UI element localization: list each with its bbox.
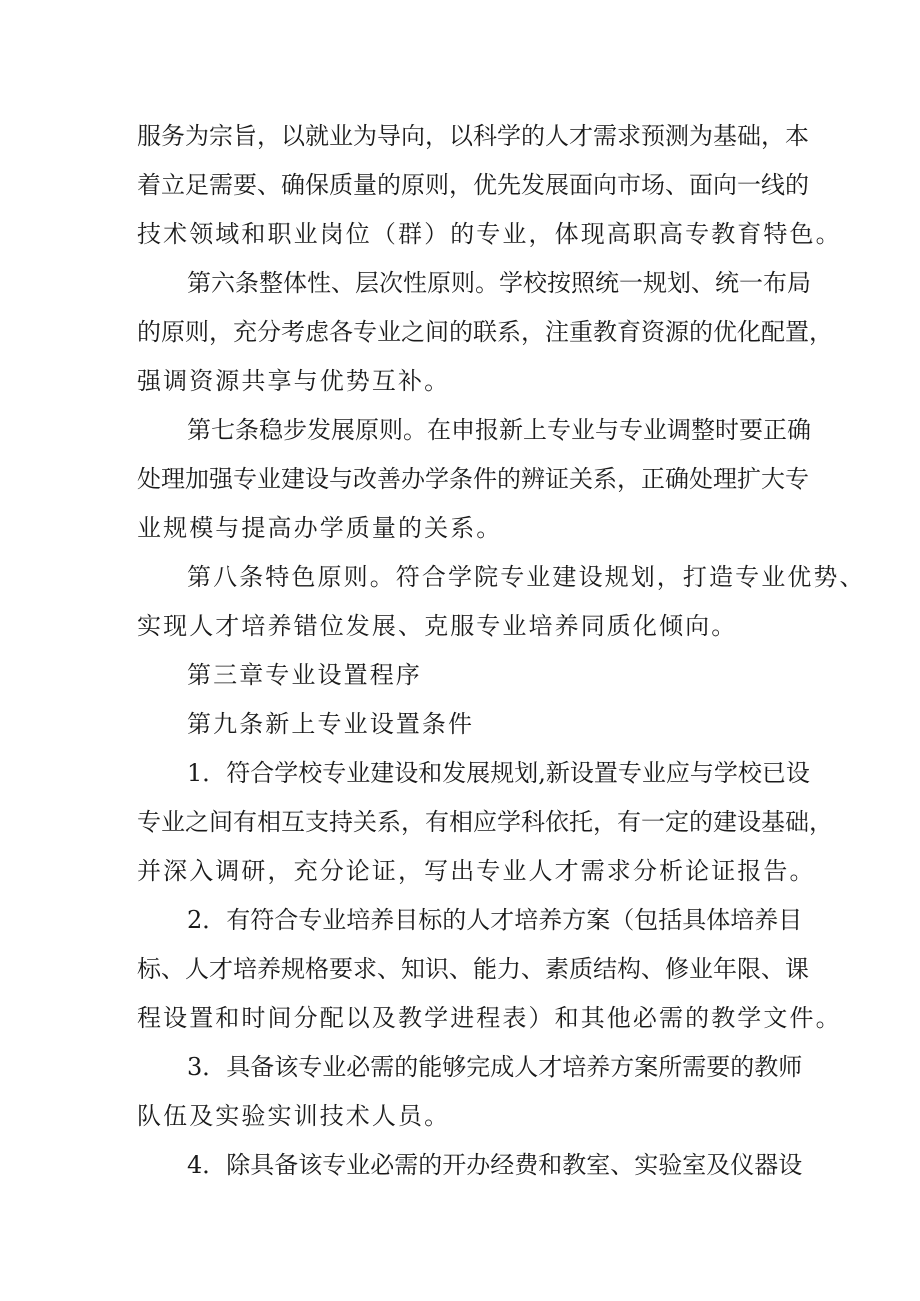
list-item-4-line: 4．除具备该专业必需的开办经费和教室、实验室及仪器设 — [187, 1151, 803, 1179]
chapter-heading: 第三章专业设置程序 — [187, 661, 422, 689]
text-line: 处理加强专业建设与改善办学条件的辨证关系，正确处理扩大专 — [137, 465, 809, 493]
list-item-2-line: 2．有符合专业培养目标的人才培养方案（包括具体培养目 — [187, 906, 803, 934]
text-line: 着立足需要、确保质量的原则，优先发展面向市场、面向一线的 — [137, 171, 809, 199]
text-line: 服务为宗旨，以就业为导向，以科学的人才需求预测为基础，本 — [137, 122, 809, 150]
text-line: 标、人才培养规格要求、知识、能力、素质结构、修业年限、课 — [137, 955, 809, 983]
list-item-3-line: 3．具备该专业必需的能够完成人才培养方案所需要的教师 — [187, 1053, 803, 1081]
text-line: 专业之间有相互支持关系，有相应学科依托，有一定的建设基础， — [137, 808, 833, 836]
text-line: 的原则，充分考虑各专业之间的联系，注重教育资源的优化配置， — [137, 318, 833, 346]
text-line: 实现人才培养错位发展、克服专业培养同质化倾向。 — [137, 612, 738, 640]
list-item-1-line: 1．符合学校专业建设和发展规划,新设置专业应与学校已设 — [187, 759, 810, 787]
text-line: 强调资源共享与优势互补。 — [137, 367, 451, 395]
text-line: 程设置和时间分配以及教学进程表）和其他必需的教学文件。 — [137, 1004, 842, 1032]
text-line: 技术领域和职业岗位（群）的专业，体现高职高专教育特色。 — [137, 220, 842, 248]
document-page — [137, 112, 866, 1190]
article-6-line: 第六条整体性、层次性原则。学校按照统一规划、统一布局 — [187, 269, 811, 297]
text-line: 队伍及实验实训技术人员。 — [137, 1102, 451, 1130]
article-8-line: 第八条特色原则。符合学院专业建设规划，打造专业优势、 — [187, 563, 866, 591]
article-7-line: 第七条稳步发展原则。在申报新上专业与专业调整时要正确 — [187, 416, 811, 444]
text-line: 并深入调研，充分论证，写出专业人才需求分析论证报告。 — [137, 857, 816, 885]
text-line: 业规模与提高办学质量的关系。 — [137, 514, 503, 542]
article-9-heading: 第九条新上专业设置条件 — [187, 710, 475, 738]
